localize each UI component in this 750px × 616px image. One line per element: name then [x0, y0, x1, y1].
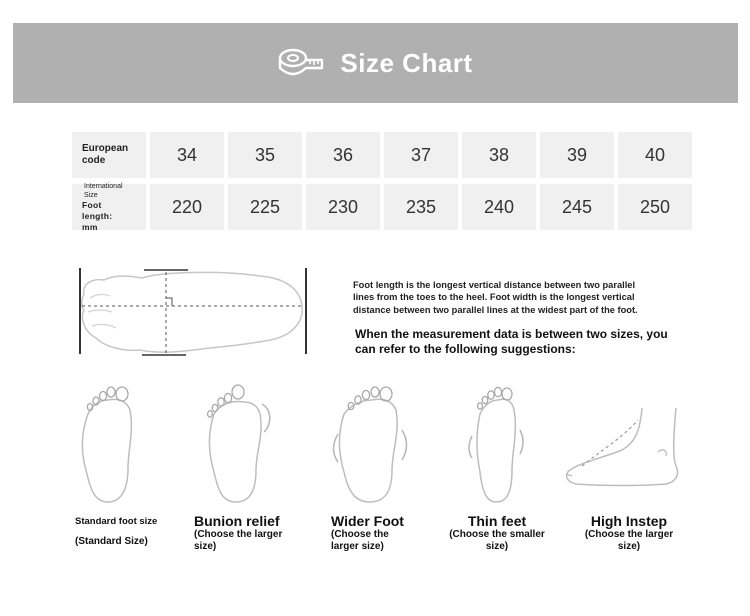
foot-length-cell: 235	[384, 184, 458, 230]
caption-high-instep: High Instep (Choose the larger size)	[584, 513, 674, 552]
foot-length-cell: 225	[228, 184, 302, 230]
eu-size-cell: 37	[384, 132, 458, 178]
caption-wider: Wider Foot (Choose the larger size)	[331, 513, 404, 552]
caption-standard: Standard foot size (Standard Size)	[75, 516, 158, 547]
foot-length-cell: 220	[150, 184, 224, 230]
caption-thin: Thin feet (Choose the smaller size)	[449, 513, 545, 552]
foot-measurement-diagram	[70, 262, 320, 362]
foot-length-cell: 230	[306, 184, 380, 230]
eu-size-cell: 39	[540, 132, 614, 178]
tape-measure-icon	[278, 46, 324, 80]
international-size-label: International Size Foot length: mm	[72, 184, 146, 230]
page-title: Size Chart	[340, 47, 473, 78]
eu-size-cell: 35	[228, 132, 302, 178]
thin-foot-icon	[462, 380, 532, 506]
eu-size-cell: 40	[618, 132, 692, 178]
high-instep-foot-icon	[562, 380, 692, 506]
table-row-european	[72, 132, 692, 178]
bunion-foot-icon	[200, 380, 280, 506]
eu-size-cell: 34	[150, 132, 224, 178]
size-table	[72, 132, 692, 236]
foot-length-cell: 250	[618, 184, 692, 230]
foot-length-cell: 240	[462, 184, 536, 230]
size-suggestion-intro: When the measurement data is between two sizes, you can refer to the following suggestions:	[355, 327, 668, 356]
standard-foot-icon	[72, 380, 144, 506]
header-banner	[13, 23, 738, 103]
table-row-foot-length	[72, 184, 692, 230]
eu-size-cell: 36	[306, 132, 380, 178]
measurement-definition: Foot length is the longest vertical distance between two parallel lines from the toes to the heel. Foot width is the longest vertical distance between two parallel lines at the widest part of the foot.	[353, 280, 638, 315]
wide-foot-icon	[330, 380, 410, 506]
caption-bunion: Bunion relief (Choose the larger size)	[194, 513, 283, 552]
european-code-label: European code	[72, 132, 146, 178]
eu-size-cell: 38	[462, 132, 536, 178]
foot-length-cell: 245	[540, 184, 614, 230]
